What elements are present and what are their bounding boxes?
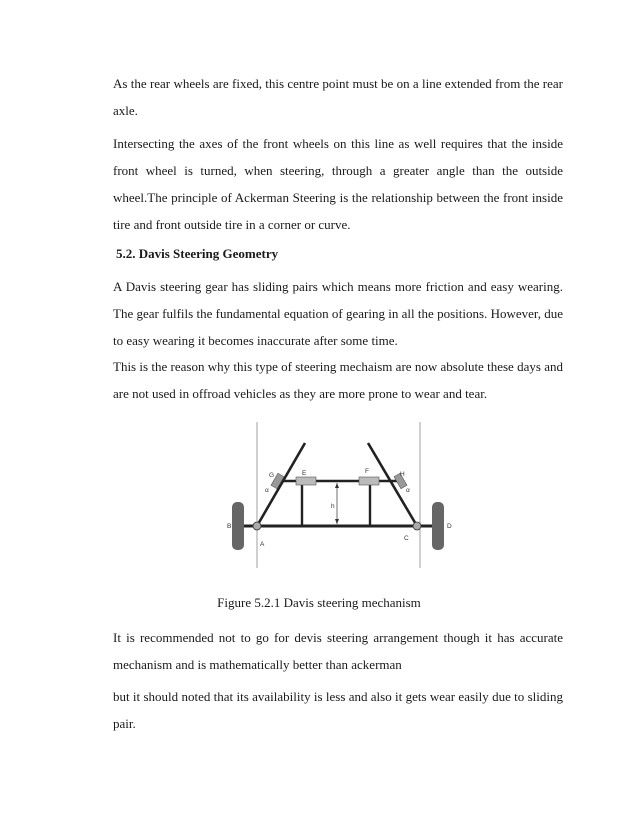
davis-steering-diagram — [225, 420, 453, 570]
slider-e — [296, 477, 316, 485]
pivot-a — [253, 522, 261, 530]
paragraph-availability: but it should noted that its availability is less and also it gets wear easily due to sliding pair. — [113, 689, 563, 731]
davis-steering-figure — [225, 420, 453, 570]
paragraph-davis-gear: A Davis steering gear has sliding pairs which means more friction and easy wearing. The gear fulfils the fundamental equation of gearing in all the positions. However, due to easy wearing it becomes inaccurate after some time. — [113, 279, 563, 348]
label-c: C — [404, 535, 409, 542]
paragraph-rear-wheels: As the rear wheels are fixed, this centre point must be on a line extended from the rear axle. — [113, 76, 563, 118]
paragraph-recommendation: It is recommended not to go for devis steering arrangement though it has accurate mechanism and is mathematically better than ackerman — [113, 630, 563, 672]
label-alpha-left: α — [265, 487, 269, 494]
label-h-point: H — [400, 471, 405, 478]
label-alpha-right: α — [406, 487, 410, 494]
dimension-h-arrow-bottom — [335, 519, 339, 524]
label-b: B — [227, 523, 232, 530]
label-f: F — [365, 468, 369, 475]
pivot-c — [413, 522, 421, 530]
label-g: G — [269, 472, 275, 479]
dimension-h-arrow-top — [335, 483, 339, 488]
label-h-dimension: h — [331, 503, 335, 510]
left-wheel-b — [232, 502, 244, 550]
section-heading: 5.2. Davis Steering Geometry — [116, 246, 279, 261]
paragraph-obsolete: This is the reason why this type of steering mechaism are now absolute these days and are not used in offroad vehicles as they are more prone to wear and tear. — [113, 359, 563, 401]
label-d: D — [447, 523, 452, 530]
slider-f — [359, 477, 379, 485]
label-a: A — [260, 541, 265, 548]
paragraph-front-wheels: Intersecting the axes of the front wheels on this line as well requires that the inside front wheel is turned, when steering, through a greater angle than the outside wheel.The principle of Ackerman Steering is the relationship between the front inside tire and front outside tire in a corner or curve. — [113, 136, 563, 232]
figure-caption: Figure 5.2.1 Davis steering mechanism — [217, 595, 421, 610]
right-wheel-d — [432, 502, 444, 550]
label-e: E — [302, 470, 307, 477]
